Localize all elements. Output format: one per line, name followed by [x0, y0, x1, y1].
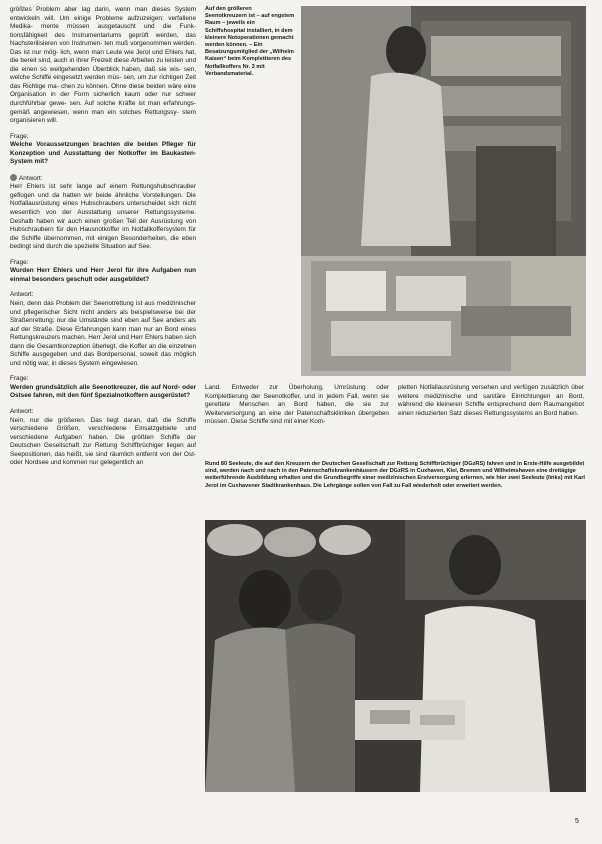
- answer-1-label: Antwort:: [10, 174, 196, 184]
- ship-hospital-photo: [301, 6, 586, 376]
- answer-3-text: Nein, nur die größeren. Das liegt daran, daß die Schiffe verschiedene Größen, verschiedene Einsatzgebiete und verschiedene Aufgaben haben. Die größten Schiffe der Deutschen Gesellschaft zur Rettung Schiffbrüchiger liegen auf Seepositionen, das heißt, sie sind räumlich entfernt von der Ost- oder Nordsee und kommen nur gelegentlich an: [10, 416, 196, 467]
- intro-line: stem organisieren will.: [10, 108, 196, 125]
- training-illustration: [205, 520, 586, 792]
- answer-2-text: Nein, denn das Problem der Seenotrettung ist aus medizinischer und pflegerischer Sicht nicht anders als beispielsweise bei der Straßenrettung; nur die Umstände sind eben auf See anders als auf der Straße. Diese Erfahrungen kann man nur an Bord eines Rettungskreuzers machen. Herr Jerol und Herr Ehlers haben sich dann die Gesamtkonzeption überlegt, die Koffer an die einzelnen Schiffe ausgegeben und das Bordpersonal, soweit das möglich und nötig war, in dieses System eingewiesen.: [10, 299, 196, 367]
- answer-2-label: Antwort:: [10, 291, 34, 299]
- intro-line: größtes Problem aber lag darin, wenn man: [10, 6, 152, 13]
- question-1-text: Welche Voraussetzungen brachten die beiden Pfleger für Konzeption und Ausstattung der Notkoffer im Baukasten-System mit?: [10, 141, 196, 166]
- question-3-text: Werden grundsätzlich alle Seenotkreuzer, die auf Nord- oder Ostsee fahren, mit den fünf Spezialnotkoffern ausgerüstet?: [10, 383, 196, 400]
- intro-line: gemäß angewiesen, wenn man ein solches Rettungssy-: [10, 108, 183, 116]
- intro-line: ten muß vorgenommen werden. Das ist nur mög-: [10, 40, 196, 56]
- page-hole-icon: [10, 174, 17, 181]
- answer-1-text: Herr Ehlers ist sehr lange auf einem Rettungshubschrauber geflogen und da hatten wir beide ähnliche Vorstellungen. Die Notfallausrüstung eines Hubschraubers unterscheidet sich nicht wesentlich von der Ausstattung unserer Rettungssysteme. Deshalb haben wir auch einen großen Teil der Ausrüstung von Hubschraubern für den Hausnotkoffer im Notfallkoffersystem für die Schiffe übernommen, mit einigen Besonderheiten, die eben bedingt sind durch die spezielle Situation auf See.: [10, 183, 196, 251]
- question-2-text: Wurden Herr Ehlers und Herr Jerol für ihre Aufgaben nun einmal besonders geschult oder ausgebildet?: [10, 267, 196, 283]
- bottom-photo-caption: Rund 80 Seeleute, die auf den Kreuzern der Deutschen Gesellschaft zur Rettung Schiffbrüchiger (DGzRS) fahren und in Erste-Hilfe ausgebildet sind, werden nach und nach in den Patenschaftskrankenhäusern der DGzRS in Cuxhaven, Kiel, Bremen und Wilhelmshaven eine dreitägige weiterführende Ausbildung erhalten und die Grundbegriffe einer medizinischen Erstversorgung erlernen, wie hier zwei Seeleute (links) mit Karl Jerol im Cuxhavener Stadtkrankenhaus. Die Lehrgänge sollen von Fall zu Fall wiederholt oder erweitert werden.: [205, 461, 585, 489]
- intro-line: sen, um zur richtigen Zeit das Richtige ma-: [10, 74, 196, 90]
- ship-hospital-illustration: [301, 6, 586, 376]
- question-2-label: Frage:: [10, 258, 29, 266]
- intro-line: mente müssen ausgetauscht und die Funk-: [41, 23, 196, 31]
- intro-paragraph: [10, 6, 196, 126]
- answer-3-label: Antwort:: [10, 407, 34, 415]
- question-1-label: Frage:: [10, 132, 29, 140]
- page-number: 5: [575, 818, 579, 825]
- intro-line: eine Organisation in der Form sicherlich: [10, 82, 196, 99]
- intro-line: tionsfähigkeit des Instrumentariums geprüft: [10, 31, 156, 39]
- training-photo: [205, 520, 586, 792]
- intro-line: kaum oder nur schwer durchführbar gewe-: [10, 91, 196, 108]
- intro-line: weitgehenden Überblick haben, daß sie wis-: [49, 65, 184, 73]
- intro-line: dieses System entwickeln will. Um einige: [10, 6, 196, 22]
- right-column: pletten Notfallausrüstung versehen und verfügen zusätzlich über weitere medizinische und sanitäre Einrichtungen an Bord, während die kleineren Schiffe entsprechend dem Raumangebot einen reduzierten Satz dieses Rettungssystems an Bord haben.: [398, 384, 584, 417]
- left-column: [10, 6, 196, 468]
- middle-column: Land. Entweder zur Überholung, Umrüstung oder Komplettierung der Seenotkoffer, und in jedem Fall, wenn sie gerettete Menschen an Bord haben, die sie zur Weiterversorgung an eine der Patenschaftskliniken übergeben müssen. Diese Schiffe sind mit einer Kom-: [205, 384, 389, 426]
- intro-line: chen zu können. Ohne diese beiden wäre: [61, 82, 184, 90]
- intro-line: sen. Auf solche Kräfte ist man erfahrungs-: [69, 100, 196, 108]
- question-3-label: Frage:: [10, 375, 29, 383]
- intro-line: diese Arbeiten zu leisten und die einen so: [10, 57, 197, 73]
- intro-line: Probleme aufzuzeigen: verfallene Medika-: [10, 14, 196, 31]
- intro-line: hat, die bereit sind, auch in ihrer Freizeit: [10, 48, 196, 65]
- intro-line: sen, welche Schiffe eingesetzt werden müs-: [10, 65, 196, 82]
- intro-line: werden, das Nachsterilisieren von Instrumen-: [10, 31, 196, 48]
- top-photo-caption: Auf den größeren Seenotkreuzern ist – auf engstem Raum – jeweils ein Schiffshospital installiert, in dem kleinere Notoperationen gemacht werden können. – Ein Besatzungsmitglied der „Wilhelm Kaisen“ beim Komplettieren des Notfallkoffers Nr. 3 mit Verbandsmaterial.: [205, 6, 295, 77]
- intro-line: lich, wenn man Leute wie Jerol und Ehlers: [60, 48, 186, 56]
